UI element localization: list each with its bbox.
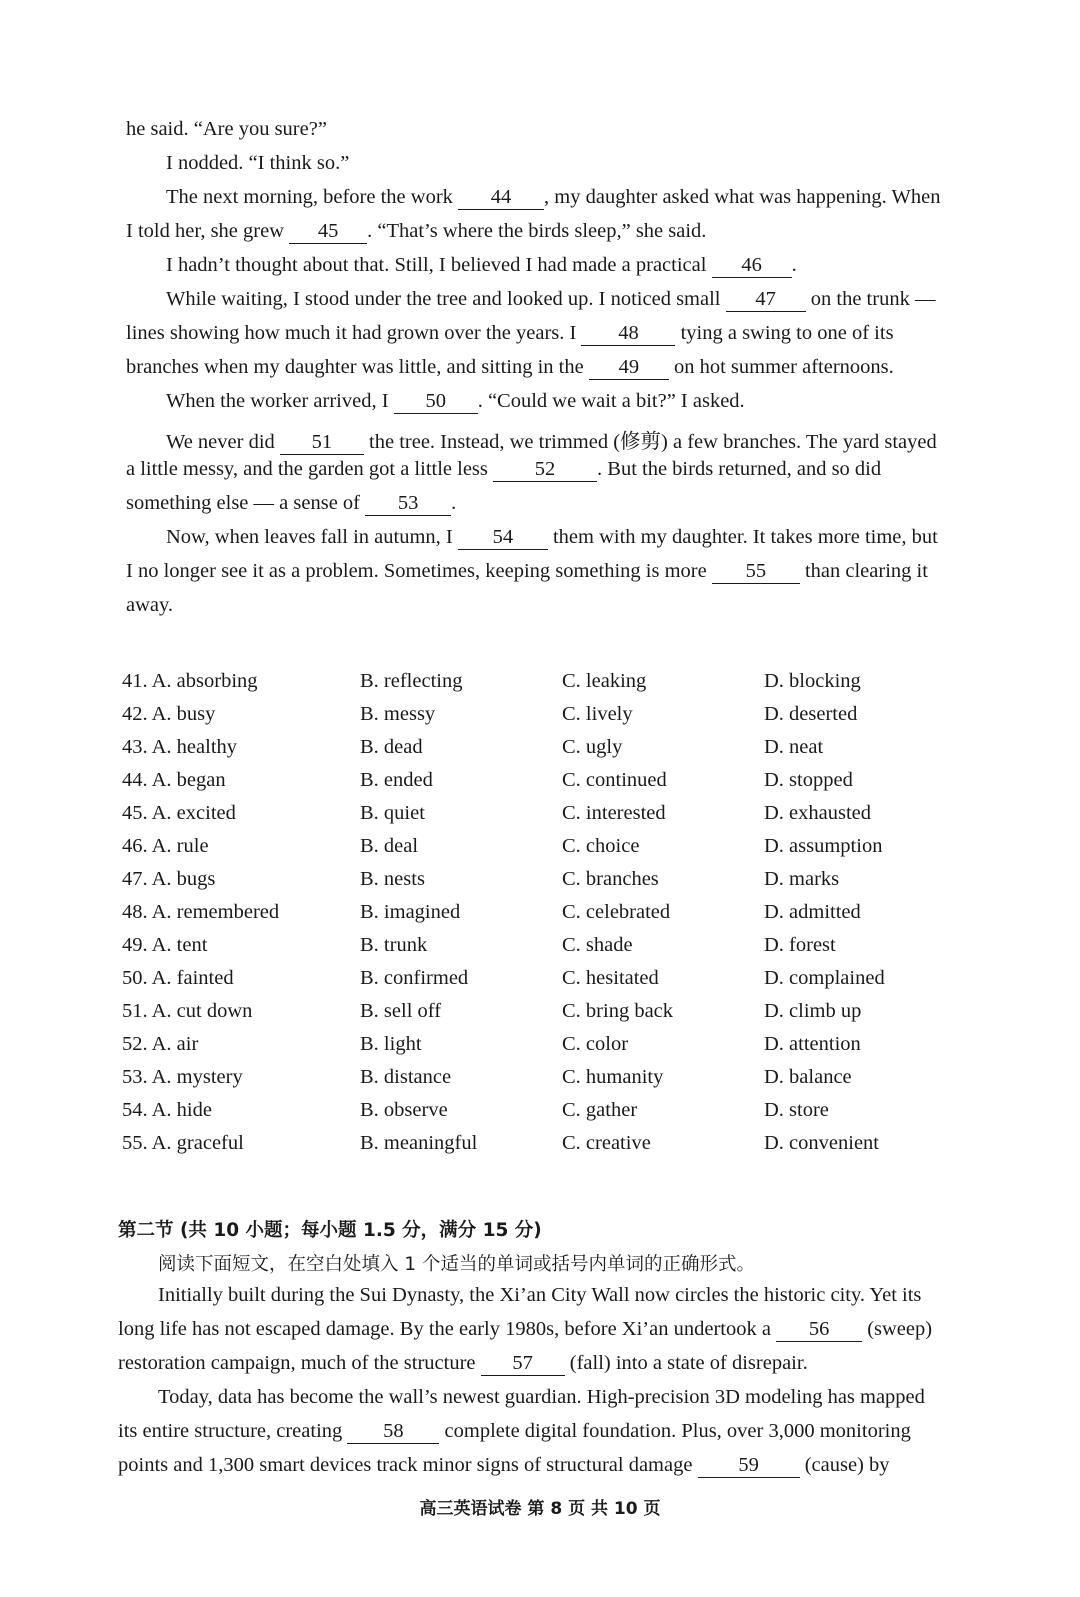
option-c[interactable]: C. humanity [562,1066,664,1088]
passage-line [158,1386,968,1409]
option-d[interactable]: D. store [764,1099,829,1121]
passage-line [166,186,968,210]
section-title: 第二节 (共 10 小题；每小题 1.5 分，满分 15 分) [118,1220,542,1241]
line-text: (cause) by [799,1454,890,1476]
option-a[interactable]: 44. A. began [122,769,226,791]
passage-line [158,1284,968,1307]
passage-line [166,390,968,414]
option-a[interactable]: 43. A. healthy [122,736,238,758]
line-text: . But the birds returned, and so did [597,458,882,480]
line-text: . [451,492,457,514]
option-a[interactable]: 47. A. bugs [122,868,216,890]
option-d[interactable]: D. deserted [764,703,858,725]
option-b[interactable]: B. reflecting [360,670,463,692]
option-b[interactable]: B. sell off [360,1000,442,1022]
option-b[interactable]: B. messy [360,703,436,725]
answer-blank[interactable]: 52 [493,459,597,482]
passage-line [166,288,968,312]
line-text: them with my daughter. It takes more time, but [547,526,938,548]
option-c[interactable]: C. choice [562,835,640,857]
option-c[interactable]: C. celebrated [562,901,671,923]
option-c[interactable]: C. hesitated [562,967,659,989]
option-c[interactable]: C. continued [562,769,667,791]
line-text: long life has not escaped damage. By the early 1980s, before Xi’an undertook a [118,1318,777,1340]
answer-blank[interactable]: 50 [394,391,478,414]
passage-line [118,1420,968,1444]
line-text: something else — a sense of [126,492,366,514]
option-d[interactable]: D. balance [764,1066,852,1088]
answer-blank[interactable]: 45 [289,221,367,244]
answer-blank[interactable]: 49 [589,357,669,380]
option-a[interactable]: 50. A. fainted [122,967,234,989]
option-a[interactable]: 46. A. rule [122,835,209,857]
option-b[interactable]: B. confirmed [360,967,469,989]
option-c[interactable]: C. lively [562,703,633,725]
option-d[interactable]: D. complained [764,967,885,989]
option-c[interactable]: C. gather [562,1099,638,1121]
line-text: Initially built during the Sui Dynasty, the Xi’an City Wall now circles the historic city. Yet its [158,1284,922,1306]
line-text: I told her, she grew [126,220,290,242]
option-b[interactable]: B. ended [360,769,433,791]
line-text: tying a swing to one of its [675,322,894,344]
line-text: While waiting, I stood under the tree and looked up. I noticed small [166,288,726,310]
answer-blank[interactable]: 55 [712,561,800,584]
line-text: lines showing how much it had grown over the years. I [126,322,582,344]
option-c[interactable]: C. branches [562,868,659,890]
line-text: on hot summer afternoons. [668,356,894,378]
answer-blank[interactable]: 53 [365,493,451,516]
option-d[interactable]: D. convenient [764,1132,879,1154]
answer-blank[interactable]: 51 [280,432,364,455]
passage-line [126,322,968,346]
answer-blank[interactable]: 46 [712,255,792,278]
line-text: (fall) into a state of disrepair. [564,1352,808,1374]
line-text: I nodded. “I think so.” [166,152,350,174]
line-text: than clearing it [799,560,928,582]
passage-line [166,424,968,455]
option-b[interactable]: B. distance [360,1066,452,1088]
passage-line [118,1454,968,1478]
passage-line [126,560,968,584]
answer-blank[interactable]: 54 [458,527,548,550]
line-text: a little messy, and the garden got a little less [126,458,494,480]
option-a[interactable]: 52. A. air [122,1033,199,1055]
option-b[interactable]: B. dead [360,736,423,758]
option-d[interactable]: D. admitted [764,901,861,923]
passage-line [166,152,968,175]
line-text: Now, when leaves fall in autumn, I [166,526,458,548]
answer-blank[interactable]: 58 [347,1421,439,1444]
line-text: branches when my daughter was little, and sitting in the [126,356,589,378]
line-text: on the trunk — [805,288,936,310]
answer-blank[interactable]: 48 [581,323,675,346]
line-text: . “That’s where the birds sleep,” she said. [367,220,707,242]
option-d[interactable]: D. blocking [764,670,861,692]
option-a[interactable]: 41. A. absorbing [122,670,258,692]
option-c[interactable]: C. interested [562,802,666,824]
line-text: When the worker arrived, I [166,390,394,412]
option-a[interactable]: 53. A. mystery [122,1066,243,1088]
passage-line [126,118,968,141]
option-b[interactable]: B. observe [360,1099,448,1121]
passage-line [126,220,968,244]
line-text: We never did [166,431,280,453]
line-text: restoration campaign, much of the structure [118,1352,481,1374]
line-text: I no longer see it as a problem. Sometimes, keeping something is more [126,560,712,582]
line-text: points and 1,300 smart devices track minor signs of structural damage [118,1454,698,1476]
option-c[interactable]: C. creative [562,1132,651,1154]
option-a[interactable]: 45. A. excited [122,802,236,824]
option-c[interactable]: C. bring back [562,1000,674,1022]
option-d[interactable]: D. neat [764,736,824,758]
passage-line [166,526,968,550]
option-a[interactable]: 42. A. busy [122,703,216,725]
option-a[interactable]: 51. A. cut down [122,1000,253,1022]
section-instruction: 阅读下面短文，在空白处填入 1 个适当的单词或括号内单词的正确形式。 [158,1254,756,1275]
option-a[interactable]: 55. A. graceful [122,1132,244,1154]
passage-line [166,254,968,278]
option-a[interactable]: 54. A. hide [122,1099,212,1121]
option-b[interactable]: B. quiet [360,802,425,824]
option-b[interactable]: B. nests [360,868,425,890]
option-d[interactable]: D. marks [764,868,840,890]
option-c[interactable]: C. color [562,1033,629,1055]
line-text: the tree. Instead, we trimmed (修剪) a few branches. The yard stayed [363,431,937,453]
passage-line [126,492,968,516]
option-c[interactable]: C. leaking [562,670,647,692]
option-b[interactable]: B. trunk [360,934,428,956]
passage-line [118,1352,968,1376]
option-d[interactable]: D. exhausted [764,802,872,824]
passage-line [118,1318,968,1342]
option-b[interactable]: B. meaningful [360,1132,478,1154]
option-b[interactable]: B. light [360,1033,422,1055]
option-d[interactable]: D. forest [764,934,836,956]
option-b[interactable]: B. deal [360,835,419,857]
passage-line [126,458,968,482]
line-text: . [791,254,797,276]
page-footer: 高三英语试卷 第 8 页 共 10 页 [419,1499,661,1519]
option-c[interactable]: C. shade [562,934,633,956]
answer-blank[interactable]: 44 [458,187,544,210]
line-text: its entire structure, creating [118,1420,348,1442]
option-a[interactable]: 48. A. remembered [122,901,280,923]
option-d[interactable]: D. stopped [764,769,853,791]
line-text: complete digital foundation. Plus, over 3,000 monitoring [439,1420,911,1442]
line-text: (sweep) [862,1318,933,1340]
answer-blank[interactable]: 47 [726,289,806,312]
line-text: away. [126,594,174,616]
line-text: I hadn’t thought about that. Still, I believed I had made a practical [166,254,712,276]
passage-line [126,594,968,617]
line-text: The next morning, before the work [166,186,459,208]
line-text: , my daughter asked what was happening. When [544,186,941,208]
option-d[interactable]: D. attention [764,1033,861,1055]
answer-blank[interactable]: 56 [776,1319,862,1342]
option-d[interactable]: D. assumption [764,835,883,857]
option-c[interactable]: C. ugly [562,736,623,758]
line-text: he said. “Are you sure?” [126,118,327,140]
line-text: Today, data has become the wall’s newest guardian. High-precision 3D modeling has mapped [158,1386,925,1408]
option-d[interactable]: D. climb up [764,1000,862,1022]
option-a[interactable]: 49. A. tent [122,934,208,956]
answer-blank[interactable]: 57 [481,1353,565,1376]
passage-line [126,356,968,380]
answer-blank[interactable]: 59 [698,1455,800,1478]
line-text: . “Could we wait a bit?” I asked. [477,390,745,412]
option-b[interactable]: B. imagined [360,901,461,923]
